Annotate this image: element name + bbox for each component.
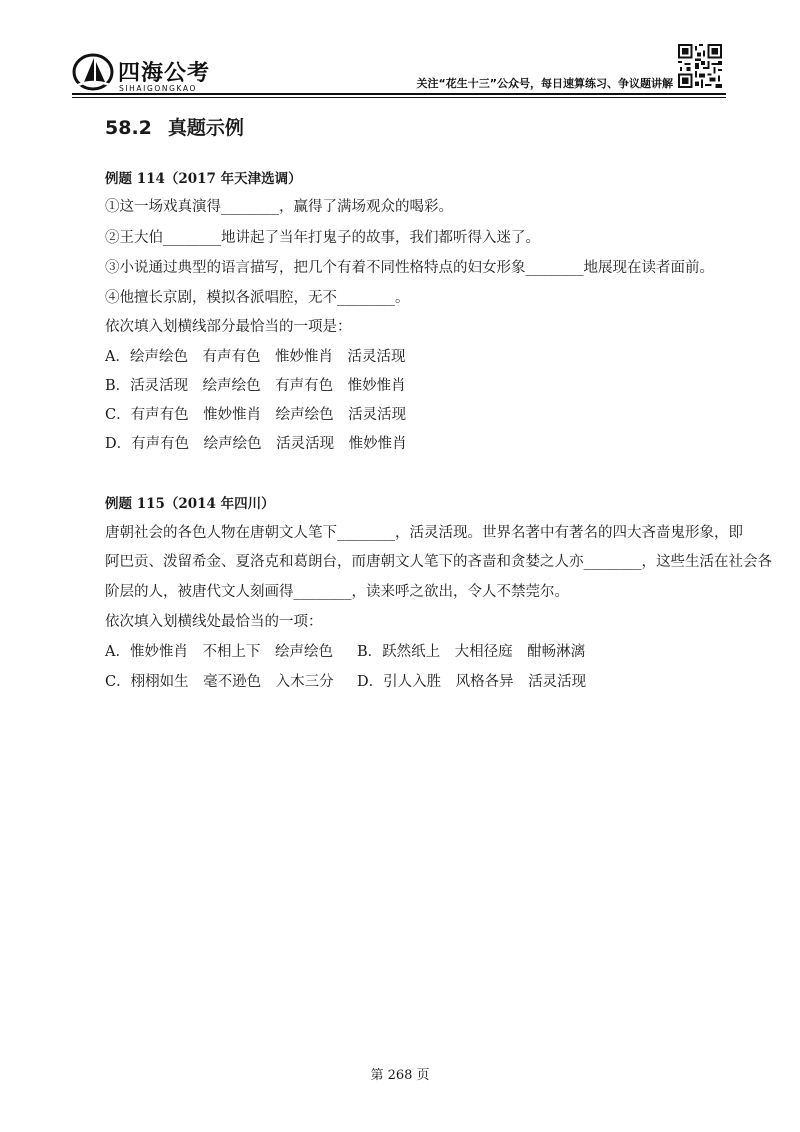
qr-code-icon [678,44,722,88]
example-115-passage-line-1: 唐朝社会的各色人物在唐朝文人笔下________，活灵活现。世界名著中有著名的四大吝啬鬼形象，即 [105,525,743,541]
example-115-passage-line-3: 阶层的人，被唐代文人刻画得________，读来呼之欲出，令人不禁莞尔。 [105,584,569,600]
sail-logo-icon [72,52,116,92]
example-114-option-d: D．有声有色 绘声绘色 活灵活现 惟妙惟肖 [105,436,407,452]
example-114-question: 依次填入划横线部分最恰当的一项是： [105,319,352,335]
logo-english-text: SIHAIGONGKAO [119,84,197,93]
example-115-title: 例题 115（2014 年四川） [105,496,275,512]
example-115-option-b: B．跃然纸上 大相径庭 酣畅淋漓 [357,644,586,660]
logo [72,52,252,96]
example-114-sentence-1: ①这一场戏真演得________，赢得了满场观众的喝彩。 [105,199,453,215]
example-114-option-c: C．有声有色 惟妙惟肖 绘声绘色 活灵活现 [105,407,407,423]
example-114-option-b: B．活灵活现 绘声绘色 有声有色 惟妙惟肖 [105,378,406,394]
header-note: 关注“花生十三”公众号，每日速算练习、争议题讲解 [416,77,673,90]
section-heading: 真题示例 [167,117,244,139]
section-number: 58.2 [105,117,152,139]
example-115-question: 依次填入划横线处最恰当的一项： [105,614,323,630]
example-114-sentence-3: ③小说通过典型的语言描写，把几个有着不同性格特点的妇女形象________地展现在读者面前。 [105,260,714,276]
example-115-option-d: D．引人入胜 风格各异 活灵活现 [357,674,587,690]
logo-chinese-text: 四海公考 [118,61,211,86]
example-114-title: 例题 114（2017 年天津选调） [105,171,302,187]
page-number: 第 268 页 [370,1068,430,1083]
example-115-option-a: A．惟妙惟肖 不相上下 绘声绘色 [105,644,333,660]
section-title [105,113,244,140]
example-114-sentence-4: ④他擅长京剧，模拟各派唱腔，无不________。 [105,290,410,306]
header-rule [72,93,726,95]
example-115-option-c: C．栩栩如生 毫不逊色 入木三分 [105,674,334,690]
example-114-option-a: A．绘声绘色 有声有色 惟妙惟肖 活灵活现 [105,349,406,365]
example-114-sentence-2: ②王大伯________地讲起了当年打鬼子的故事，我们都听得入迷了。 [105,230,540,246]
header-rule-thin [72,97,726,98]
page-header [0,0,800,100]
example-115-passage-line-2: 阿巴贡、泼留希金、夏洛克和葛朗台，而唐朝文人笔下的吝啬和贪婪之人亦________，这些生活在社会各 [105,554,772,570]
